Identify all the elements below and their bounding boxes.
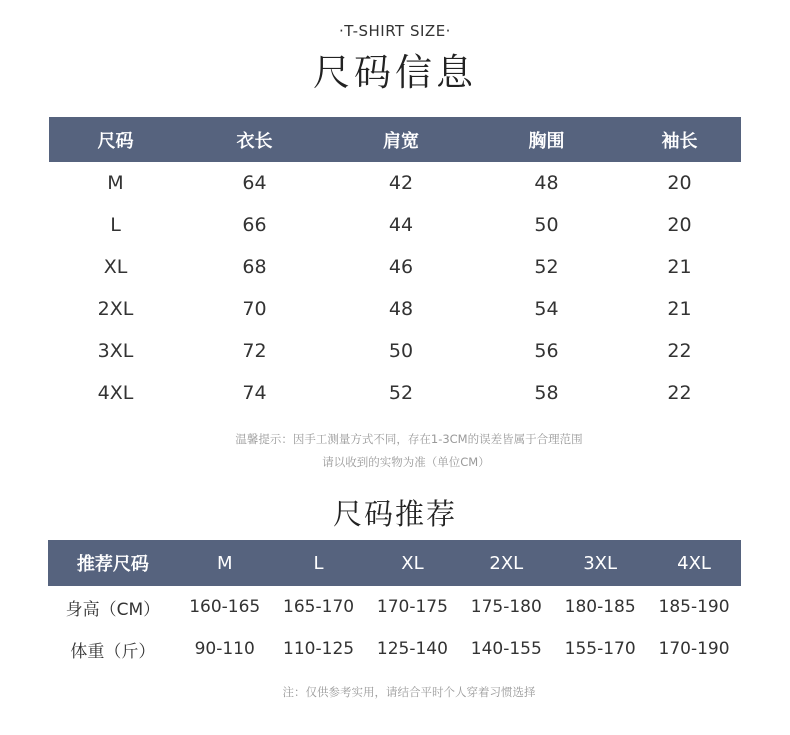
table-cell: 58 (534, 382, 559, 404)
size-table (49, 117, 741, 414)
table-cell: 56 (534, 340, 559, 362)
table-cell: 110-125 (283, 639, 355, 659)
page-title: 尺码信息 (313, 51, 477, 94)
recommend-table (48, 540, 741, 670)
table-cell: 20 (667, 172, 692, 194)
table-cell: 52 (534, 256, 559, 278)
column-header-length: 衣长 (182, 117, 327, 162)
column-header-m: M (178, 540, 272, 586)
table-cell: 175-180 (470, 597, 542, 617)
row-label-weight: 体重（斤） (70, 641, 156, 662)
table-cell: 185-190 (658, 597, 730, 617)
table-cell: 165-170 (283, 597, 355, 617)
table-cell: 3XL (97, 340, 134, 362)
table-cell: 50 (388, 340, 414, 362)
recommend-title: 尺码推荐 (332, 497, 457, 531)
table-cell: 140-155 (470, 639, 542, 659)
table-row (48, 586, 741, 628)
column-header-recommend: 推荐尺码 (48, 540, 178, 586)
table-cell: M (107, 172, 124, 194)
footer-note: 注：仅供参考实用，请结合平时个人穿着习惯选择 (282, 685, 536, 699)
table-cell: 21 (667, 256, 692, 278)
table-cell: 125-140 (376, 639, 448, 659)
table-cell: 72 (242, 340, 267, 362)
column-header-size: 尺码 (49, 117, 182, 162)
table-cell: 44 (388, 214, 414, 236)
table-cell: 66 (242, 214, 267, 236)
table-cell: XL (103, 256, 128, 278)
table-cell: 52 (388, 382, 414, 404)
table-cell: 180-185 (564, 597, 636, 617)
table-cell: 170-175 (376, 597, 448, 617)
table-cell: 21 (667, 298, 692, 320)
row-label-height: 身高（CM） (65, 599, 161, 620)
table-cell: 74 (242, 382, 267, 404)
table-cell: 2XL (97, 298, 134, 320)
table-cell: 54 (534, 298, 559, 320)
table-row (49, 372, 741, 414)
table-row (49, 288, 741, 330)
table-row (49, 162, 741, 204)
table-cell: 50 (534, 214, 559, 236)
size-table-header-row (49, 117, 741, 162)
table-cell: 64 (242, 172, 267, 194)
table-cell: L (110, 214, 121, 236)
table-cell: 20 (667, 214, 692, 236)
table-row (49, 246, 741, 288)
table-cell: 48 (534, 172, 559, 194)
table-cell: 4XL (97, 382, 134, 404)
unit-note: 请以收到的实物为准（单位CM） (322, 455, 490, 469)
column-header-sleeve: 袖长 (618, 117, 741, 162)
section-subtitle: ·T-SHIRT SIZE· (339, 22, 451, 40)
table-cell: 155-170 (564, 639, 636, 659)
column-header-chest: 胸围 (475, 117, 618, 162)
table-cell: 170-190 (658, 639, 730, 659)
column-header-4xl: 4XL (647, 540, 741, 586)
recommend-header-row (48, 540, 741, 586)
table-cell: 70 (242, 298, 267, 320)
table-cell: 90-110 (194, 639, 255, 659)
table-row (49, 204, 741, 246)
table-cell: 22 (667, 382, 692, 404)
table-cell: 48 (388, 298, 414, 320)
table-cell: 22 (667, 340, 692, 362)
table-row (48, 628, 741, 670)
table-cell: 68 (242, 256, 267, 278)
column-header-shoulder: 肩宽 (327, 117, 475, 162)
table-cell: 160-165 (189, 597, 261, 617)
column-header-2xl: 2XL (459, 540, 553, 586)
table-row (49, 330, 741, 372)
column-header-xl: XL (366, 540, 460, 586)
table-cell: 46 (388, 256, 414, 278)
column-header-3xl: 3XL (553, 540, 647, 586)
measurement-tip: 温馨提示：因手工测量方式不同，存在1-3CM的误差皆属于合理范围 (235, 432, 583, 446)
column-header-l: L (272, 540, 366, 586)
table-cell: 42 (388, 172, 414, 194)
